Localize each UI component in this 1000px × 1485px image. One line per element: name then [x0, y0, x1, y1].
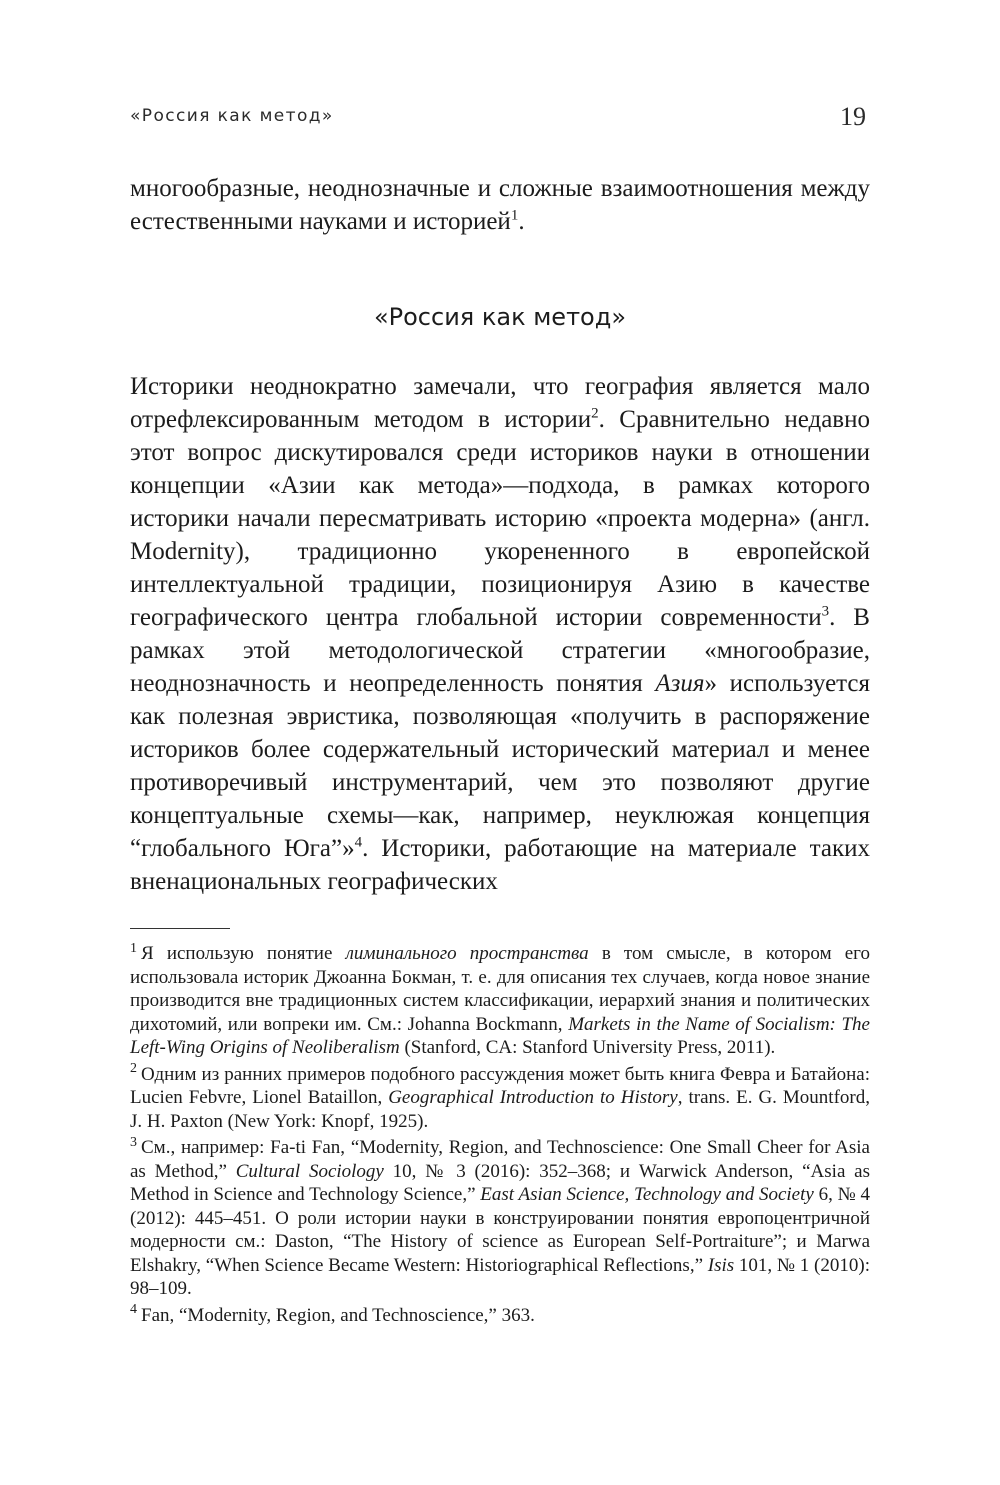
main-paragraph: Историки неоднократно замечали, что география является мало отрефлексированным методом в истории$^2$. Сравнительно недавно этот вопрос дискутировался среди историков науки в отношении концепции «Азии как метода»—подхода, в рамках которого историки начали пересматривать историю «проекта модерна» (англ. Modernity), традиционно укорененного в европейской интеллектуальной традиции, позиционируя Азию в качестве географического центра глобальной истории современности$^3$. В рамках этой методологической стратегии «многообразие, неоднозначность и неопределенность понятия Азия» используется как полезная эвристика, позволяющая «получить в распоряжение историков более содержательный исторический материал и менее противоречивый инструментарий, чем это позволяют другие концептуальные схемы—как, например, неуклюжая концепция “глобального Юга”»$^4$. Историки, работающие на материале таких вненациональных географических — [130, 373, 870, 895]
footnote-ref-2[interactable]: 2 — [591, 405, 599, 422]
footnote-2: $^2$ Одним из ранних примеров подобного рассуждения может быть книга Февра и Батайона: Lucien Febvre, Lionel Bataillon, Geographical Introduction to History, trans. E. G. Mountford, J. H. Paxton (New York: Knopf, 1925). — [130, 1061, 870, 1132]
footnote-4: $^4$ Fan, “Modernity, Region, and Technoscience,” 363. — [130, 1302, 535, 1326]
footnote-ref-1[interactable]: 1 — [510, 207, 519, 224]
page-number: 19 — [840, 102, 866, 131]
continuation-paragraph: многообразные, неоднозначные и сложные взаимоотношения между естественными науками и историей$^1$. — [130, 175, 870, 235]
footnotes — [130, 942, 870, 1330]
running-head-title: «Россия как метод» — [130, 106, 334, 126]
footnote-ref-4[interactable]: 4 — [354, 834, 363, 851]
footnote-ref-3[interactable]: 3 — [821, 603, 830, 620]
continuation-text: многообразные, неоднозначные и сложные взаимоотношения между естественными науками и историей — [130, 175, 870, 235]
footnote-1: $^1$ Я использую понятие лиминального пространства в том смысле, в котором его использовала историк Джоанна Бокман, т. е. для описания тех случаев, когда новое знание производится вне традиционных систем классификации, иерархий знания и политических дихотомий, или вопреки им. См.: Johanna Bockmann, Markets in the Name of Socialism: The Left-Wing Origins of Neoliberalism (Stanford, CA: Stanford University Press, 2011). — [130, 940, 870, 1058]
footnote-divider — [130, 928, 230, 929]
footnote-3: $^3$ См., например: Fa-ti Fan, “Modernity, Region, and Technoscience: One Small Cheer for Asia as Method,” Cultural Sociology 10, № 3 (2016): 352–368; и Warwick Anderson, “Asia as Method in Science and Technology Science,” East Asian Science, Technology and Society 6, № 4 (2012): 445–451. О роли истории науки в конструировании понятия европоцентричной модерности см.: Daston, “The History of science as European Self-Portraiture”; и Marwa Elshakry, “When Science Became Western: Historiographical Reflections,” Isis 101, № 1 (2010): 98–109. — [130, 1134, 871, 1299]
section-heading: «Россия как метод» — [373, 303, 627, 331]
